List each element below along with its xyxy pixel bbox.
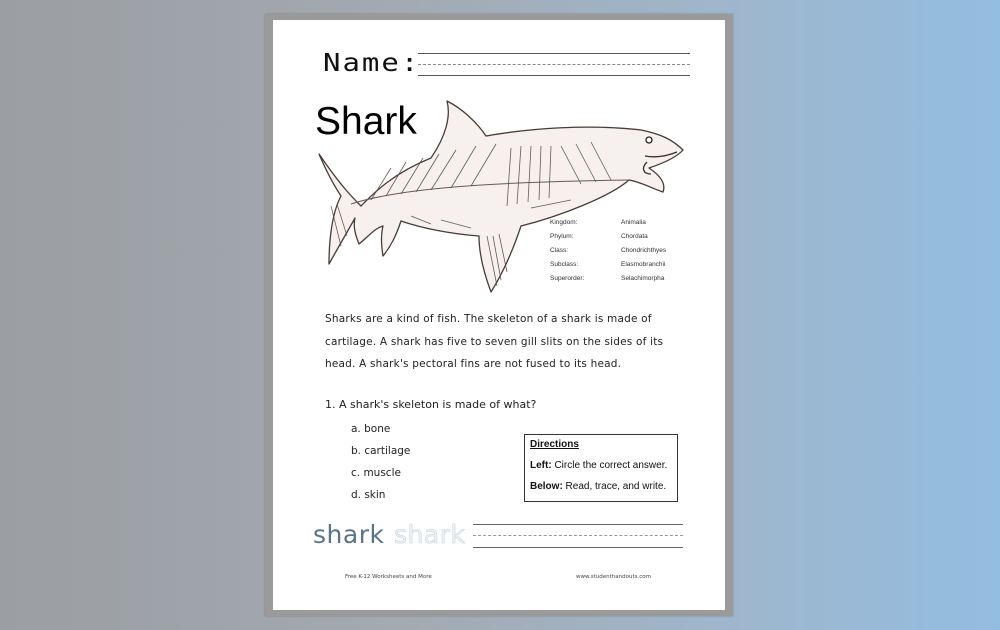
footer-url: www.studenthandouts.com <box>576 574 651 580</box>
name-line-top <box>418 53 690 54</box>
taxonomy-value: Chondrichthyes <box>621 247 667 254</box>
directions-left-text: Circle the correct answer. <box>551 460 668 471</box>
writing-line-top <box>473 524 683 525</box>
directions-left <box>530 460 667 471</box>
answer-option-a: a. bone <box>351 423 391 435</box>
taxonomy-rank: Superorder: <box>550 275 585 282</box>
taxonomy-rank: Class: <box>550 247 569 254</box>
directions-left-label: Left: <box>530 460 552 471</box>
trace-word-dotted: shark <box>394 520 466 549</box>
directions-below-label: Below: <box>530 481 563 492</box>
worksheet-title: Shark <box>315 100 417 143</box>
writing-line-base <box>473 547 683 548</box>
reading-passage: Sharks are a kind of fish. The skeleton of a shark is made of cartilage. A shark has five to seven gill slits on the sides of its head. A shark's pectoral fins are not fused to its head. <box>325 313 664 370</box>
directions-heading: Directions <box>530 439 579 450</box>
trace-word-example: shark <box>313 520 385 549</box>
footer-left: Free K-12 Worksheets and More <box>345 574 432 580</box>
name-line-mid <box>418 64 690 65</box>
name-label: Name: <box>323 48 421 77</box>
taxonomy-value: Chordata <box>621 233 648 240</box>
directions-below <box>530 481 666 492</box>
answer-option-b: b. cartilage <box>351 445 411 457</box>
question-1: 1. A shark's skeleton is made of what? <box>325 398 537 411</box>
taxonomy-value: Selachimorpha <box>621 275 665 282</box>
writing-line-mid <box>473 535 683 536</box>
taxonomy-rank: Phylum: <box>550 233 574 240</box>
directions-below-text: Read, trace, and write. <box>562 481 667 492</box>
taxonomy-rank: Kingdom: <box>550 219 578 226</box>
answer-option-c: c. muscle <box>351 467 401 479</box>
directions-box <box>524 434 678 502</box>
name-line-base <box>418 75 690 76</box>
answer-option-d: d. skin <box>351 489 386 501</box>
taxonomy-value: Animalia <box>621 219 646 226</box>
taxonomy-value: Elasmobranchii <box>621 261 666 268</box>
taxonomy-rank: Subclass: <box>550 261 579 268</box>
worksheet-page <box>273 20 725 610</box>
